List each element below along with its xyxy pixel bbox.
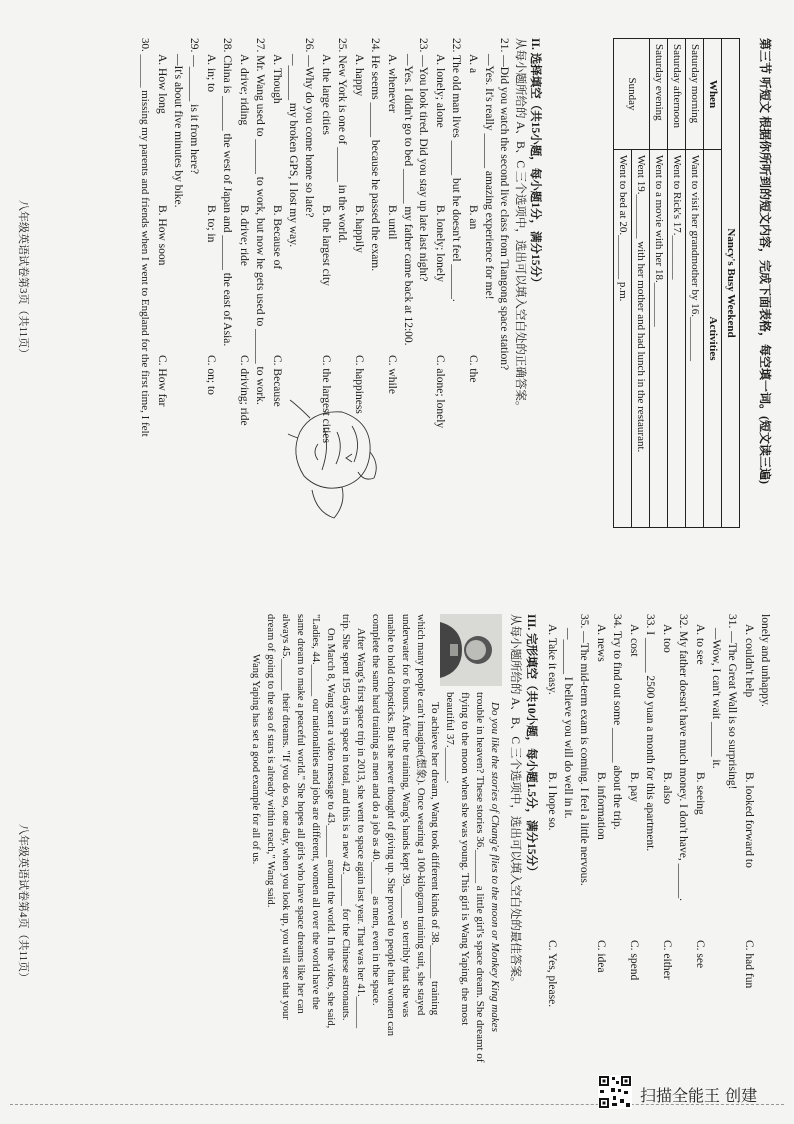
cell-activity: Went to a movie with her 18.________	[650, 150, 668, 528]
girl-sketch-illustration	[287, 392, 382, 527]
option: A. news	[595, 624, 607, 662]
passage-line: "Ladies, 44.______ our nationalities and jobs are different, women all over the world have the	[310, 614, 321, 1010]
part3-instruction: 从每小题所给的 A、B、C 三个选项中，选出可以填入空白处的最佳答案。	[509, 614, 521, 989]
table-title: Nancy's Busy Weekend	[722, 39, 740, 528]
option: C. How far	[156, 355, 168, 407]
option: B. seeing	[694, 772, 706, 815]
question-32: 32. My father doesn't have much money. I don't have, ______.	[677, 614, 689, 902]
question-30: 30. ______ missing my parents and friends when I went to England for the first time, I felt	[139, 38, 151, 437]
option: B. the largest city	[320, 205, 332, 286]
question-21b: —Yes. It's really ______ amazing experience for me!	[483, 54, 495, 300]
passage-line: trouble in heaven? These stories 36.______ a little girl's space dream. She dreamt of	[474, 692, 486, 1063]
question-35: 35. —The mid-term exam is coming. I feel a little nervous.	[578, 614, 590, 886]
option: A. cost	[628, 624, 640, 657]
option: A. How long	[156, 54, 168, 114]
option: A. lonely; alone	[434, 54, 446, 128]
option: A. to see	[694, 624, 706, 665]
option: C. driving; ride	[238, 355, 250, 426]
table-row	[668, 39, 686, 528]
option: C. happiness	[353, 355, 365, 414]
cell-activity: Want to visit her grandmother by 16.________	[686, 150, 704, 528]
passage-line: unable to hold chopsticks. But she never thought of giving up. She proved to people that women can	[385, 614, 396, 1036]
option: B. an	[467, 205, 479, 230]
option: B. Because of	[271, 205, 283, 270]
exam-page-4	[0, 562, 794, 1124]
option: B. information	[595, 772, 607, 840]
passage-line: complete the same hard training as men and do a job as 40.______ as men, even in the space.	[370, 614, 381, 1006]
cell-when-sunday: Sunday	[614, 39, 650, 150]
question-22: 22. The old man lives ______ but he doesn't feel ______.	[450, 38, 462, 302]
question-31: 31. —The Great Wall is so surprising!	[726, 614, 738, 790]
option: C. alone; lonely	[434, 355, 446, 429]
question-34: 34. Try to find out some ______ about the trip.	[611, 614, 623, 830]
question-21: 21. —Did you watch the second live class from Tiangong space station?	[498, 38, 510, 371]
question-28: 28. China is ______ the west of Japan and ______ the east of Asia.	[221, 38, 233, 347]
option: A. Though	[271, 54, 283, 104]
watermark-text: 扫描全能王 创建	[640, 1086, 758, 1105]
option: A. happy	[353, 54, 365, 97]
part2-instruction: 从每小题所给的 A、B、C 三个选项中，选出可以填入空白处的正确答案。	[514, 38, 526, 413]
option: C. on; to	[205, 355, 217, 395]
header-activities: Activities	[704, 150, 722, 528]
astronaut-portrait-image	[440, 614, 502, 686]
cell-activity: Went 19.________ with her mother and had lunch in the restaurant.	[632, 150, 650, 528]
option: C. the	[467, 355, 479, 383]
option: B. looked forward to	[743, 772, 755, 868]
passage-line: To achieve her dream, Wang took different kinds of 38.______ training	[429, 702, 441, 1016]
passage-line: Do you like the stories of Chang'e flies to the moon or Monkey King makes	[489, 702, 501, 1032]
question-24: 24. He seems ______ because he passed the exam.	[369, 38, 381, 272]
question-35b: —______ I believe you will do well in it.	[562, 628, 574, 819]
option: B. lonely; lonely	[434, 205, 446, 282]
table-row	[632, 39, 650, 528]
passage-line: which many people can't imagine(想象). Once wearing a 100-kilogram training suit, she stayed	[415, 614, 426, 1016]
option: A. in; to	[205, 54, 217, 93]
option: A. couldn't help	[743, 624, 755, 698]
option: C. spend	[628, 940, 640, 981]
question-29b: —It's about five minutes by bike.	[172, 54, 184, 208]
passage-line: same dream to make a peaceful world." She hopes all girls who have space dreams like her can	[295, 614, 306, 1014]
part3-heading: III. 完形填空（共10小题，每小题1.5分，满分15分）	[525, 614, 537, 878]
option: B. I hope so.	[546, 772, 558, 831]
part2-heading: II. 选择填空（共15小题，每小题1分，满分15分）	[529, 38, 541, 289]
question-33: 33. I ______ 2500 yuan a month for this apartment.	[644, 614, 656, 852]
passage-line: beautiful 37.______.	[444, 692, 456, 784]
passage-line: underwater for 6 hours. After the training, Wang's hands kept 39.______ so terribly that she was	[400, 614, 411, 1018]
option: B. until	[386, 205, 398, 240]
option: C. see	[694, 940, 706, 969]
cell-activity: Went to bed at 20.________ p.m.	[614, 150, 632, 528]
question-30-cont: lonely and unhappy.	[759, 614, 771, 707]
option: C. Yes, please.	[546, 940, 558, 1008]
question-23b: —Yes. I didn't go to bed ______ my father came back at 12:00.	[402, 54, 414, 346]
option: C. had fun	[743, 940, 755, 989]
option: A. a	[467, 54, 479, 74]
scanner-watermark	[598, 1073, 778, 1113]
question-23: 23. —You look tired. Did you stay up late last night?	[417, 38, 429, 282]
option: B. happily	[353, 205, 365, 253]
qr-code-icon	[598, 1075, 632, 1109]
option: C. Because	[271, 355, 283, 407]
option: B. drive; ride	[238, 205, 250, 266]
option: A. the large cities	[320, 54, 332, 135]
table-row	[650, 39, 668, 528]
option: C. the largest cities	[320, 355, 332, 443]
section-title: 第三节 听短文 根据你所听到的短文内容，完成下面表格，每空填一词。(短文读三遍)	[758, 38, 772, 484]
passage-line: flying to the moon when she was young. This girl is Wang Yaping, the most	[459, 692, 471, 1026]
passage-line: Wang Yaping has set a good example for all of us.	[250, 654, 261, 865]
cell-activity: Went to Rick's 17.________	[668, 150, 686, 528]
passage-line: On March 8, Wang sent a video message to 43.______ around the world. In the video, she said,	[325, 628, 336, 1029]
option: B. to; in	[205, 205, 217, 243]
cell-when: Saturday afternoon	[668, 39, 686, 150]
question-25: 25. New York is one of ______ in the world.	[336, 38, 348, 244]
option: A. drive; riding	[238, 54, 250, 126]
question-29: 29. —______ is it from here?	[188, 38, 200, 175]
option: C. either	[661, 940, 673, 980]
option: A. Take it easy.	[546, 624, 558, 695]
cell-when: Saturday morning	[686, 39, 704, 150]
option: C. idea	[595, 940, 607, 973]
passage-line: dream of going to the sea of stars is already within reach," Wang said.	[265, 614, 276, 908]
table-row	[686, 39, 704, 528]
cell-when: Saturday evening	[650, 39, 668, 150]
question-26b: —______ my broken GPS, I lost my way.	[287, 54, 299, 248]
header-when: When	[704, 39, 722, 150]
page-footer-4: 八年级英语试卷第4页（共11页）	[17, 824, 29, 984]
option: A. whenever	[386, 54, 398, 113]
option: B. How soon	[156, 205, 168, 266]
question-26: 26. —Why do you come home so late?	[303, 38, 315, 218]
page-footer-3: 八年级英语试卷第3页（共11页）	[17, 200, 29, 360]
passage-line: always 45.______ their dreams. "If you do so, one day, when you look up, you will see that your	[280, 614, 291, 1020]
question-27: 27. Mr. Wang used to ______ to work, but now he gets used to ______ to work.	[254, 38, 266, 405]
question-31b: —Wow, I can't wait ______ it.	[710, 628, 722, 769]
option: A. too	[661, 624, 673, 653]
option: C. while	[386, 355, 398, 394]
option: B. also	[661, 772, 673, 804]
passage-line: After Wang's first space trip in 2013, she went to space again last year. That was her 41.______	[355, 628, 366, 1029]
schedule-table	[613, 38, 740, 528]
option: B. pay	[628, 772, 640, 803]
passage-line: trip. She spent 195 days in space in total, and this is a new 42.______ for the Chinese astronauts.	[340, 614, 351, 1021]
